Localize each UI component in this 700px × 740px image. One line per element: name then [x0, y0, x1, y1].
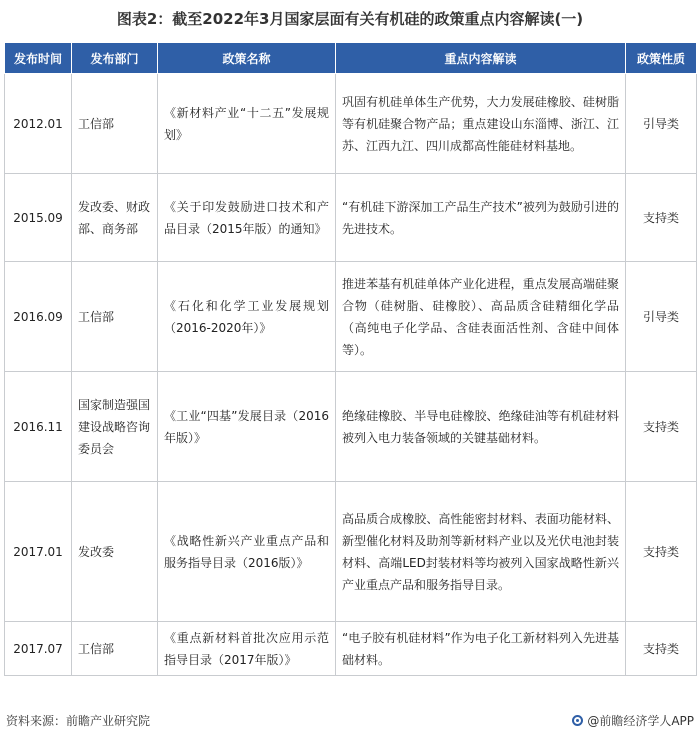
cell-content: 推进苯基有机硅单体产业化进程，重点发展高端硅聚合物（硅树脂、硅橡胶）、高品质含硅精细化学品（高纯电子化学品、含硅表面活性剂、含硅中间体等）。: [336, 262, 626, 372]
table-row: [5, 622, 697, 676]
cell-dept: 发改委: [72, 482, 158, 622]
cell-content: 巩固有机硅单体生产优势，大力发展硅橡胶、硅树脂等有机硅聚合物产品；重点建设山东淄博、浙江、江苏、江西九江、四川成都高性能硅材料基地。: [336, 74, 626, 174]
cell-date: 2015.09: [5, 174, 72, 262]
brand-logo-icon: [572, 715, 583, 726]
cell-date: 2017.01: [5, 482, 72, 622]
cell-policy-name: 《重点新材料首批次应用示范指导目录（2017年版）》: [158, 622, 336, 676]
cell-nature: 引导类: [626, 262, 697, 372]
cell-date: 2016.11: [5, 372, 72, 482]
cell-dept: 工信部: [72, 74, 158, 174]
cell-policy-name: 《战略性新兴产业重点产品和服务指导目录（2016版）》: [158, 482, 336, 622]
cell-nature: 支持类: [626, 372, 697, 482]
cell-content: “电子胶有机硅材料”作为电子化工新材料列入先进基础材料。: [336, 622, 626, 676]
cell-date: 2012.01: [5, 74, 72, 174]
cell-date: 2017.07: [5, 622, 72, 676]
cell-content: 绝缘硅橡胶、半导电硅橡胶、绝缘硅油等有机硅材料被列入电力装备领域的关键基础材料。: [336, 372, 626, 482]
table-row: [5, 174, 697, 262]
table-row: [5, 372, 697, 482]
cell-nature: 引导类: [626, 74, 697, 174]
page-title: 图表2：截至2022年3月国家层面有关有机硅的政策重点内容解读(一): [116, 10, 584, 28]
table-row: [5, 482, 697, 622]
cell-policy-name: 《石化和化学工业发展规划（2016-2020年）》: [158, 262, 336, 372]
source-note: 资料来源：前瞻产业研究院: [6, 714, 151, 728]
header-dept: 发布部门: [72, 43, 158, 74]
cell-date: 2016.09: [5, 262, 72, 372]
cell-dept: 发改委、财政部、商务部: [72, 174, 158, 262]
header-date: 发布时间: [5, 43, 72, 74]
cell-policy-name: 《工业“四基”发展目录（2016年版）》: [158, 372, 336, 482]
table-header-row: [5, 43, 697, 74]
policy-table: [4, 42, 697, 676]
cell-dept: 国家制造强国建设战略咨询委员会: [72, 372, 158, 482]
brand-credit: [572, 712, 694, 729]
cell-policy-name: 《关于印发鼓励进口技术和产品目录（2015年版）的通知》: [158, 174, 336, 262]
cell-dept: 工信部: [72, 262, 158, 372]
cell-content: “有机硅下游深加工产品生产技术”被列为鼓励引进的先进技术。: [336, 174, 626, 262]
cell-content: 高品质合成橡胶、高性能密封材料、表面功能材料、新型催化材料及助剂等新材料产业以及光伏电池封装材料、高端LED封装材料等均被列入国家战略性新兴产业重点产品和服务指导目录。: [336, 482, 626, 622]
cell-policy-name: 《新材料产业“十二五”发展规划》: [158, 74, 336, 174]
cell-nature: 支持类: [626, 174, 697, 262]
header-nature: 政策性质: [626, 43, 697, 74]
table-row: [5, 262, 697, 372]
header-content: 重点内容解读: [336, 43, 626, 74]
table-row: [5, 74, 697, 174]
cell-nature: 支持类: [626, 622, 697, 676]
brand-label: @前瞻经济学人APP: [587, 714, 694, 728]
header-name: 政策名称: [158, 43, 336, 74]
cell-nature: 支持类: [626, 482, 697, 622]
cell-dept: 工信部: [72, 622, 158, 676]
